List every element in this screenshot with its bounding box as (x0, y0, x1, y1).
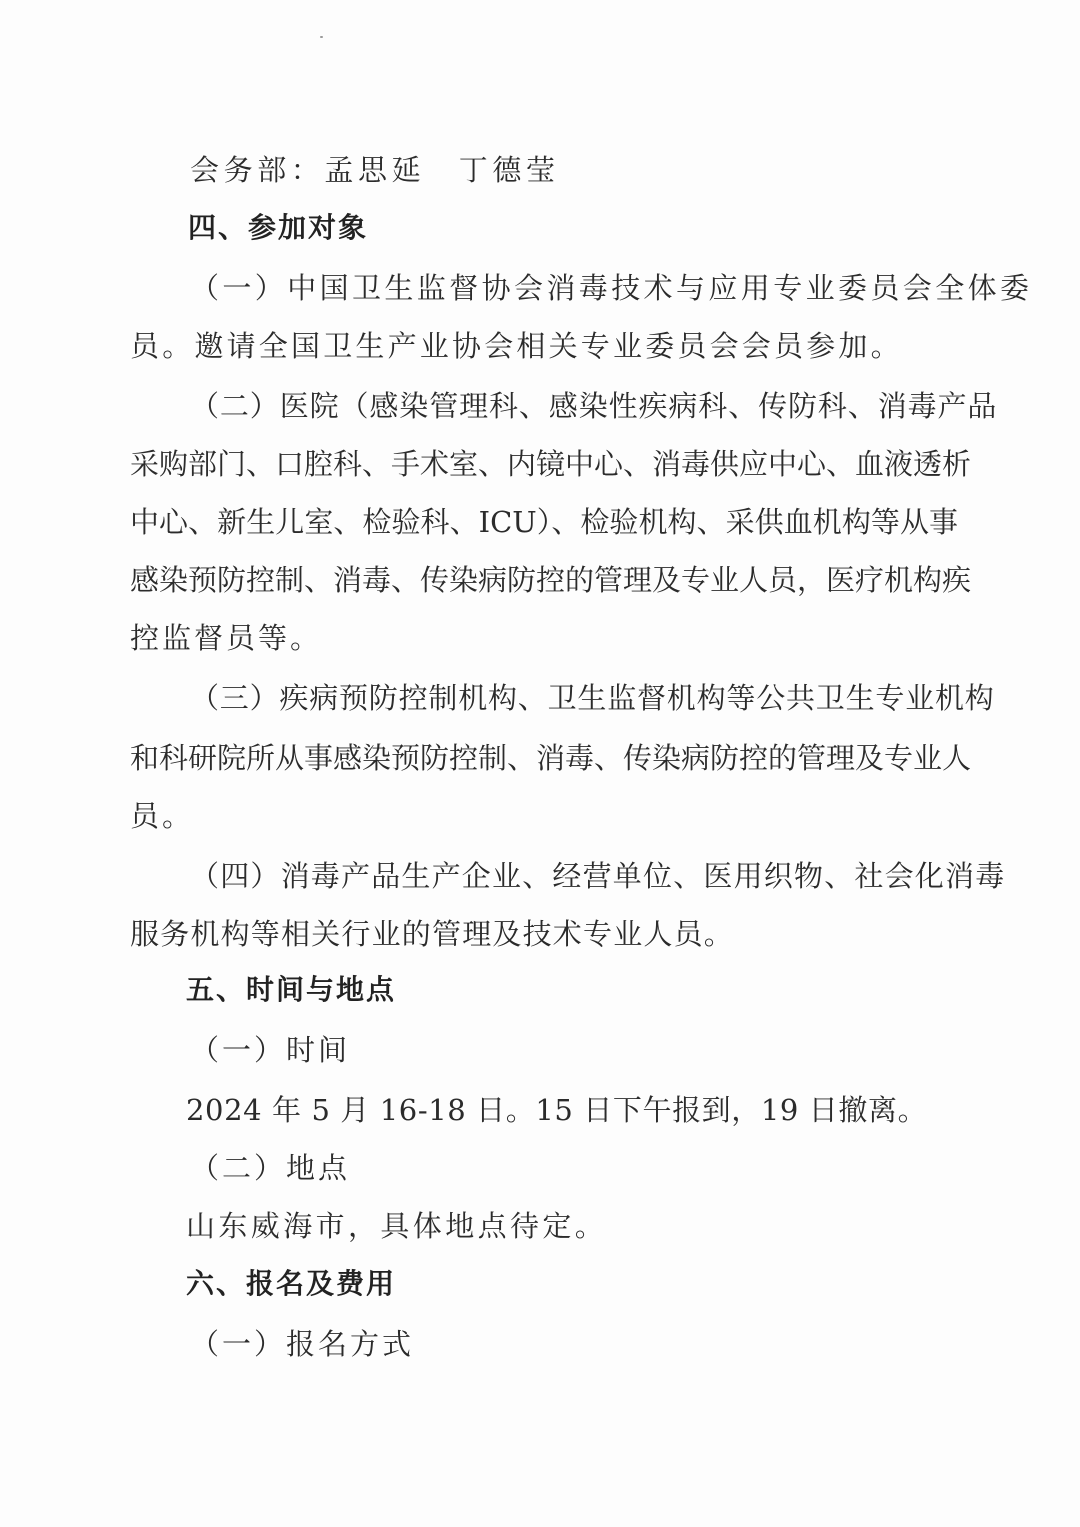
paragraph-line: 中心、新生儿室、检验科、ICU）、检验机构、采供血机构等从事 (130, 505, 958, 539)
staff-line: 会务部：孟思延 丁德莹 (190, 153, 560, 187)
section-heading-time-place: 五、时间与地点 (186, 973, 397, 1006)
paragraph-line: （四）消毒产品生产企业、经营单位、医用织物、社会化消毒 (190, 859, 1006, 893)
scan-speck (320, 36, 323, 38)
paragraph-line: 和科研院所从事感染预防控制、消毒、传染病防控的管理及专业人 (130, 741, 972, 775)
place-value: 山东威海市，具体地点待定。 (186, 1209, 608, 1243)
place-label: （二）地点 (190, 1151, 351, 1185)
time-label: （一）时间 (190, 1033, 351, 1067)
paragraph-line: 员。 (130, 799, 195, 833)
paragraph-line: 感染预防控制、消毒、传染病防控的管理及专业人员，医疗机构疾 (130, 563, 972, 597)
signup-label: （一）报名方式 (190, 1327, 415, 1361)
section-heading-registration: 六、报名及费用 (186, 1267, 397, 1300)
paragraph-line: 员。邀请全国卫生产业协会相关专业委员会会员参加。 (130, 329, 903, 363)
paragraph-line: （二）医院（感染管理科、感染性疾病科、传防科、消毒产品 (190, 389, 998, 423)
paragraph-line: 采购部门、口腔科、手术室、内镜中心、消毒供应中心、血液透析 (130, 447, 972, 481)
paragraph-line: （一）中国卫生监督协会消毒技术与应用专业委员会全体委 (190, 271, 1033, 305)
section-heading-participants: 四、参加对象 (188, 211, 369, 244)
time-value: 2024 年 5 月 16-18 日。15 日下午报到，19 日撤离。 (186, 1093, 928, 1127)
paragraph-line: （三）疾病预防控制机构、卫生监督机构等公共卫生专业机构 (190, 681, 995, 715)
paragraph-line: 服务机构等相关行业的管理及技术专业人员。 (130, 917, 735, 951)
paragraph-line: 控监督员等。 (130, 621, 323, 655)
